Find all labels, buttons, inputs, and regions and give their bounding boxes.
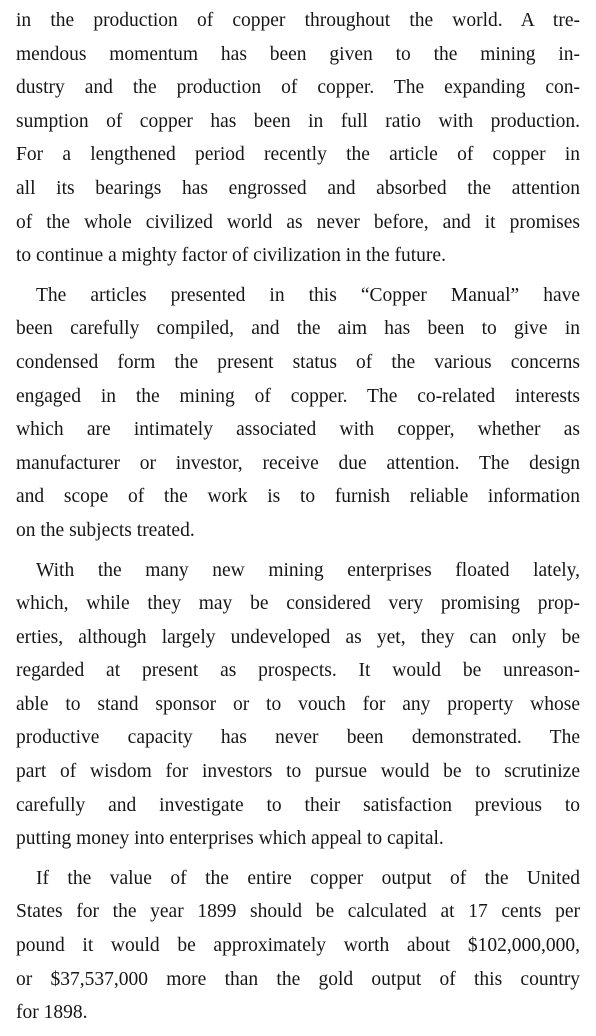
text-line: all its bearings has engrossed and absorbed the attention: [16, 177, 580, 199]
paragraph-2: [16, 279, 580, 548]
text-line: States for the year 1899 should be calculated at 17 cents per: [16, 901, 580, 923]
text-line: With the many new mining enterprises floated lately,: [36, 559, 580, 581]
text-line: erties, although largely undeveloped as yet, they can only be: [16, 626, 580, 648]
text-line: sumption of copper has been in full ratio with production.: [16, 110, 580, 132]
text-line: which, while they may be considered very promising prop-: [16, 593, 580, 615]
text-line: part of wisdom for investors to pursue would be to scrutinize: [16, 761, 580, 783]
text-line: For a lengthened period recently the article of copper in: [16, 144, 580, 166]
text-line: The articles presented in this “Copper Manual” have: [36, 284, 580, 306]
text-line: carefully and investigate to their satisfaction previous to: [16, 794, 580, 816]
document-page: [16, 4, 580, 1036]
text-line: condensed form the present status of the various concerns: [16, 351, 580, 373]
text-line: on the subjects treated.: [16, 519, 195, 541]
text-line: productive capacity has never been demonstrated. The: [16, 727, 580, 749]
text-line: pound it would be approximately worth about $102,000,000,: [16, 935, 580, 957]
text-line: engaged in the mining of copper. The co-related interests: [16, 385, 580, 407]
text-line: regarded at present as prospects. It would be unreason-: [16, 660, 580, 682]
text-line: of the whole civilized world as never before, and it promises: [16, 211, 580, 233]
paragraph-1: [16, 4, 580, 273]
text-line: If the value of the entire copper output of the United: [36, 867, 580, 889]
text-line: putting money into enterprises which appeal to capital.: [16, 828, 444, 850]
text-line: mendous momentum has been given to the mining in-: [16, 43, 580, 65]
text-line: manufacturer or investor, receive due attention. The design: [16, 452, 580, 474]
text-line: or $37,537,000 more than the gold output of this country: [16, 968, 580, 990]
text-line: to continue a mighty factor of civilization in the future.: [16, 245, 446, 267]
paragraph-4: [16, 862, 580, 1030]
paragraph-3: [16, 554, 580, 856]
text-line: been carefully compiled, and the aim has been to give in: [16, 318, 580, 340]
text-line: which are intimately associated with copper, whether as: [16, 419, 580, 441]
text-line: able to stand sponsor or to vouch for any property whose: [16, 693, 580, 715]
text-line: in the production of copper throughout the world. A tre-: [16, 10, 580, 31]
text-line: and scope of the work is to furnish reliable information: [16, 486, 580, 508]
text-line: for 1898.: [16, 1002, 88, 1024]
text-line: dustry and the production of copper. The expanding con-: [16, 77, 580, 99]
